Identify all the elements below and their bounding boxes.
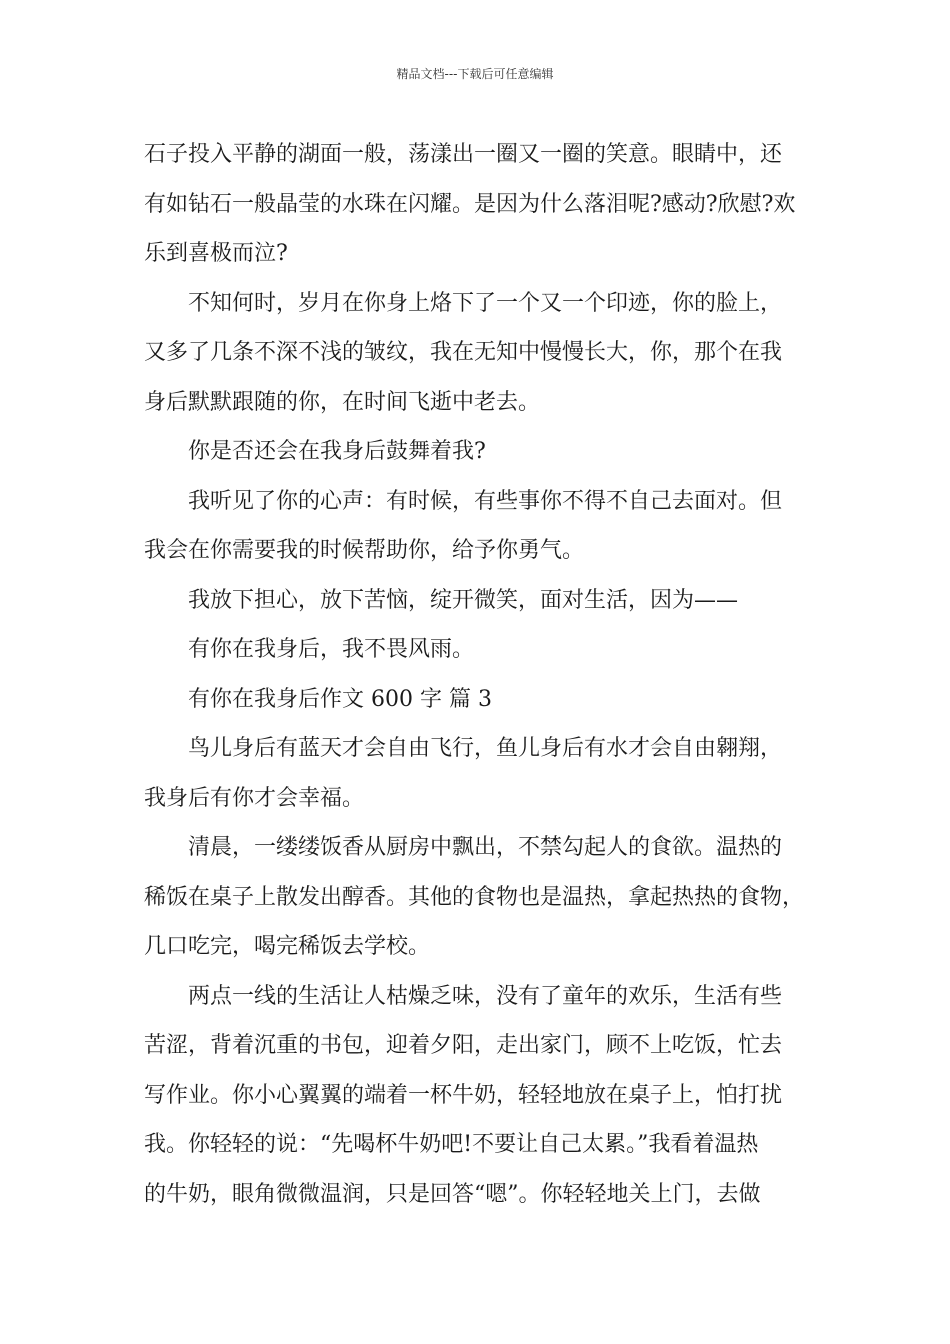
paragraph — [144, 427, 814, 477]
text-line: 两点一线的生活让人枯燥乏味，没有了童年的欢乐，生活有些 — [188, 983, 783, 1009]
text-line: 石子投入平静的湖面一般，荡漾出一圈又一圈的笑意。眼睛中，还 — [144, 142, 783, 167]
document-body — [144, 130, 814, 1219]
text-line: 清晨，一缕缕饭香从厨房中飘出，不禁勾起人的食欲。温热的 — [188, 835, 783, 860]
text-line: 有你在我身后作文 600 字 篇 3 — [188, 686, 492, 712]
text-line: 几口吃完，喝完稀饭去学校。 — [144, 934, 431, 959]
text-line: 的牛奶，眼角微微温润，只是回答“嗯”。你轻轻地关上门，去做 — [144, 1181, 761, 1207]
text-line: 稀饭在桌子上散发出醇香。其他的食物也是温热，拿起热热的食物， — [144, 884, 805, 910]
paragraph — [144, 279, 814, 428]
paragraph — [144, 477, 814, 576]
text-line: 我放下担心，放下苦恼，绽开微笑，面对生活，因为—— — [188, 587, 739, 613]
paragraph — [144, 625, 814, 675]
text-line: 苦涩，背着沉重的书包，迎着夕阳，走出家门，顾不上吃饭，忙去 — [144, 1033, 783, 1058]
text-line: 有你在我身后，我不畏风雨。 — [188, 637, 475, 662]
text-line: 又多了几条不深不浅的皱纹，我在无知中慢慢长大，你，那个在我 — [144, 340, 783, 365]
text-line: 不知何时，岁月在你身上烙下了一个又一个印迹，你的脸上， — [188, 290, 783, 316]
text-line: 我听见了你的心声：有时候，有些事你不得不自己去面对。但 — [188, 488, 783, 514]
text-line: 你是否还会在我身后鼓舞着我? — [188, 439, 486, 464]
paragraph — [144, 972, 814, 1220]
text-line: 有如钻石一般晶莹的水珠在闪耀。是因为什么落泪呢?感动?欣慰?欢 — [144, 191, 796, 217]
paragraph — [144, 576, 814, 626]
text-line: 我身后有你才会幸福。 — [144, 785, 365, 811]
paragraph — [144, 130, 814, 279]
text-line: 乐到喜极而泣? — [144, 241, 288, 266]
text-line: 我会在你需要我的时候帮助你，给予你勇气。 — [144, 538, 585, 563]
paragraph — [144, 823, 814, 972]
text-line: 身后默默跟随的你，在时间飞逝中老去。 — [144, 389, 541, 415]
text-line: 鸟儿身后有蓝天才会自由飞行，鱼儿身后有水才会自由翱翔， — [188, 736, 783, 761]
text-line: 写作业。你小心翼翼的端着一杯牛奶，轻轻地放在桌子上，怕打扰 — [144, 1082, 783, 1108]
paragraph — [144, 675, 814, 725]
paragraph — [144, 724, 814, 823]
page-header: 精品文档---下载后可任意编辑 — [396, 67, 554, 81]
text-line: 我。你轻轻的说：“先喝杯牛奶吧!不要让自己太累。”我看着温热 — [144, 1132, 759, 1157]
